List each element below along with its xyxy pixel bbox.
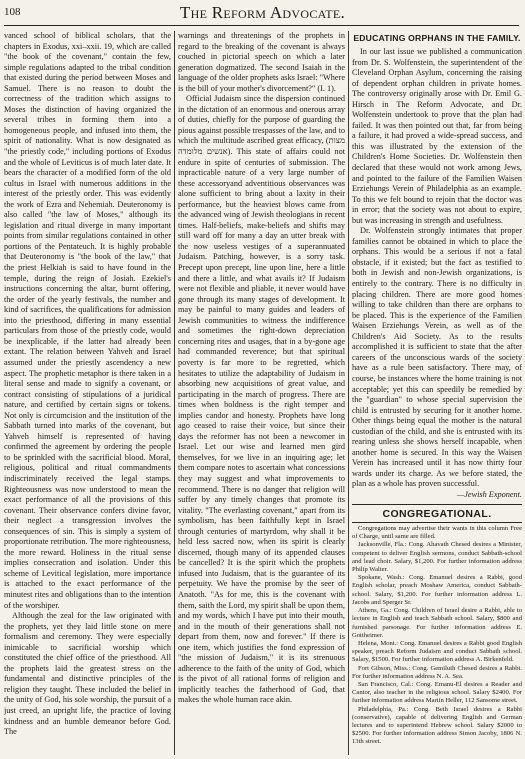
ad-item: Athens, Ga.: Cong. Children of Israel desire a Rabbi, able to lecture in English and teach Sabbath school. Salary, $800 and furnished parsonage. For further information address E. Gottheimer.	[352, 607, 522, 639]
column-divider-2	[348, 31, 349, 755]
column-2-paragraph-2: Official Judaism since the dispersion continued in the dictation of an enormous and onerous array of duties, chiefly for the purpose of guarding the pious against possible trespasses of the law, and to which the multitude ascribed great efficacy, (מצות אנשים מלומדה). This state of affairs could not endure in spite of centuries of submission. The inpracticable nature of a very large number of these accessoryand adventitious observances was alone sufficient to bring about a laxity in their performance, but the heaviest blows came from the advanced wing of Jewish theologians in recent times. Half-beliefs, make-beliefs and shifts may still ward off for many a day an utter break with the now useless vestiges of a superannuated Judaism. Patching, however, is a sorry task. Precept upon precept, line upon line, here a little and there a little, and what avails it? If Judaism were not flexible and pliable, it never would have gone through its many stages of development. It may be painful to many guides and leaders of Jewish communities to witness the indifference and sometimes the right-down depreciation concerning rites and usages, that in a by-gone age had commanded reverence; but that spiritual poverty is far more to be regretted, which hesitates to utilize the adaptability of Judaism in absorbing new acquisitions of great value, and participating in the march of progress. There are times when boldness is the right temper and implies candor and honesty. Prophets have long ago ceased to raise their voice, but since their days the reformer has not been a newcomer in Israel. Let our wise and learned men gird themselves, for we live in an inquiring age; let them compare notes to ascertain what concessions they may suggest and what improvements to recommend. There is no danger that religion will suffer by any timely changes that promote its vitality. "The everlasting covenant," apart from its symbolism, has been faithfully kept in Israel through centuries of martyrdom, why shall it be held less sacred now, when its spirit is clearly discerned, though many of its appended clauses be cancelled? It is the spirit which the prophets infused into Judaism, that is the guarantee of its perpetuity. We have the promise by the seer of Anatoth. "As for me, this is the covenant with them, saith the Lord, my spirit shall be upon them, and my words, which I have put into their mouth, and in the mouth of their generations shall not depart from them, now and forever." If there is one item, which justifies the fond expression of "the mission of Judaism," it is its strenuous adherence to the faith of the unity of God, which is the pivot of all rational forms of religion and implicitly teaches the fatherhood of God, that makes the whole human race akin.	[178, 94, 345, 705]
ad-item: Fort Gibson, Miss.: Cong. Gemiluth Chesed desires a Rabbi. For further information address N. A. Sea.	[352, 664, 522, 680]
page-number: 108	[4, 6, 21, 18]
column-divider-1	[174, 31, 175, 755]
column-1	[4, 31, 171, 757]
column-2	[178, 31, 345, 757]
article-title: EDUCATING ORPHANS IN THE FAMILY.	[353, 33, 521, 43]
ad-item: Spokane, Wash.: Cong. Emanuel desires a Rabbi, good English scholar, preach Moshaw America, conduct Sabbath-school. Salary, $1,200. For further information address L. Jacobs and Sperger Sr.	[352, 574, 522, 606]
ad-item: Philadelphia, Pa.: Cong. Beth Israel desires a Rabbi (conservative), capable of delivering English and German lectures and to superintend Hebrew school. Salary $2000 to $2500. For further information address Simon Jacoby, 1806 N. 13th street.	[352, 705, 522, 746]
congregational-ads	[352, 525, 522, 746]
masthead: The Reform Advocate.	[179, 3, 346, 22]
page-header	[0, 0, 525, 26]
column-1-paragraph-2: Although the zeal for the law originated with the prophets, yet they laid little stone on mere formalism and ceremony. They were especially inimicable to sacrificial worship which constituted the chief office of the priesthood. All the prophets laid the greatest stress on the fundamental and distinctive principles of the religion they taught. These included the belief in the unity of God, his sole worship, the pursuit of a just creed, an upright life, the practice of loving kindness and an humble demeanor before God. The	[4, 611, 171, 737]
ad-item: San Francisco, Cal.: Cong. Emanu-El desires a Reader and Cantor, also teacher in the religious school. Salary $2400. For further information address Martin Heller, 112 Sansome street.	[352, 680, 522, 705]
article-source: —Jewish Exponent.	[456, 489, 522, 499]
section-rule	[352, 504, 522, 505]
section-title: CONGREGATIONAL.	[382, 507, 492, 520]
column-3	[352, 31, 522, 757]
ads-intro: Congregations may advertise their wants in this column Free of Charge, until same are filled.	[352, 525, 522, 541]
column-2-paragraph-1: warnings and threatenings of the prophets in regard to the breaking of the covenant is always couched in pictorial speech on which a later generation dogmatized. The second Isaiah in the language of the older prophets asks Israel: "Where is the bill of your mother's divorcement?" (I. 1).	[178, 31, 345, 93]
column-3-paragraph-1: In our last issue we published a communication from Dr. S. Wolfenstein, the superintendent of the Cleveland Orphan Asylum, concerning the raising of dependent orphan children in private homes. The controversy originally arose with Dr. Emil G. Hirsch in The Reform Advocate, and Dr. Wolfenstein undertook to prove that the plan had failed. It was then pointed out that, far from being a failure, it had proved a wide-spread success, and this was illustrated by the extension of the Children's Home Societies. Dr. Wolfenstein then declared that these would not work among Jews, and pointed to the failure of the Familien Waisen Erziehungs Verein of Philadelphia as an example. To this we felt bound to rejoin that the doctor was in error; that the society was not about to expire, but was increasing in strength and usefulness.	[352, 47, 522, 225]
header-rule	[4, 25, 519, 26]
column-3-paragraph-2: Dr. Wolfenstein strongly intimates that proper families cannot be obtained in which to place the orphans. This would be a serious if not a fatal obstacle, if it existed; but the fact as testified to both in Jewish and non-Jewish organizations, is entirely to the contrary. There is no difficulty in placing children. There are more good homes willing to take children than there are orphans to be placed. This is the experience of the Familien Waisen Erziehungs Verein, as well as of the Children's Aid Society. As to the results accomplished it is sufficient to state that the after careers of the unconscious wards of the society have as a rule been satisfactory. There may, of course, be instances where the home training is not acceptable; yet this can speedily be remedied by the "guardian" to whose special supervision the child is entrusted by securing for it another home. Other things being equal the mother is the natural custodian of the child, and she is entrusted with its rearing unless she shows herself incapable, when another home is secured. In this way the Waisen Verein has increased until it has now thirty four wards under its charge. As we before stated, the plan as a whole has proven successful.	[352, 226, 522, 489]
section-rule-2	[352, 522, 522, 523]
ad-item: Jacksonville, Fla.: Cong. Ahavath Chesed desires a Minister, competent to deliver English sermons, conduct Sabbath-school and lead choir. Salary, $1,200. For further information address Philip Walter.	[352, 541, 522, 574]
ad-item: Helena, Mont.: Cong. Emanuel desires a Rabbi good English speaker, preach Reform Judaism and conduct Sabbath school. Salary, $1500. For further information address A. Birkenfeld.	[352, 639, 522, 664]
column-1-paragraph-1: vanced school of biblical scholars, that the chapters in Exodus, xxi–xxii. 19, which are called "the book of the covenant," contain the few, simple regulations adapted to the tribal condition that existed during the period between Moses and Samuel. There is no reason to doubt the correctness of the tradition which assigns to Moses the distinction of having organized the several tribes in forming them into a homogeneous people, and infused into them, the spirit of nationality. What is now designated as "the priestly code," including portions of Exodus and the whole of Leviticus is of much later date. It bears the character of a modified form of the old cultus in Israel with numerous additions in the interest of the priestly order. This was evidently the work of Ezra and Nehemiah. Deuteronomy is also called "the law of Moses," although its legislation and ritual diverge in many important points from similar regulations contained in other portions of the Pentateuch. It is highly probable that Deuteronomy is "the book of the law," that the priest Helkiah is said to have found in the temple, during the reign of Josiah. Ezekiel's instructions concerning the altar, burnt offering, the order of the yearly festivals, the number and kind of sacrifices, the qualifications for admission into the priesthood, differing in many essential particulars from those of the priestly code, would be inexplicable, if the latter had already been extant. The relation between Yahveh and Israel assumed under the priestly ascendency a new aspect. The prophetic metaphor is there taken in a literal sense and made to signify a covenant, or contract consisting of stipulations of a juridical nature, and certified by certain signs or tokens. Not only is circumcision and the institution of the Sabbath turned into marks of the covenant, but Yahveh himself is represented of having confirmed the agreement by ordering the people to be sprinkled with the sacrificial blood. Moral, religious, political and ritual commandments indiscriminately received the legal stamps. Righteousness was now understood to mean the exact performance of all the provisions of this covenant. Their observance confers divine favor, their neglect a transgression involves the consequences of sin. This is simply a system of proportionate retribution. The more righteousness, the more reward. Holiness in the ritual sense implies consecration and isolation. Under this scheme of Levitical legislation, more importance is attached to the exact performance of the minutest rites and obligations than to the intention of the worshiper.	[4, 31, 171, 610]
